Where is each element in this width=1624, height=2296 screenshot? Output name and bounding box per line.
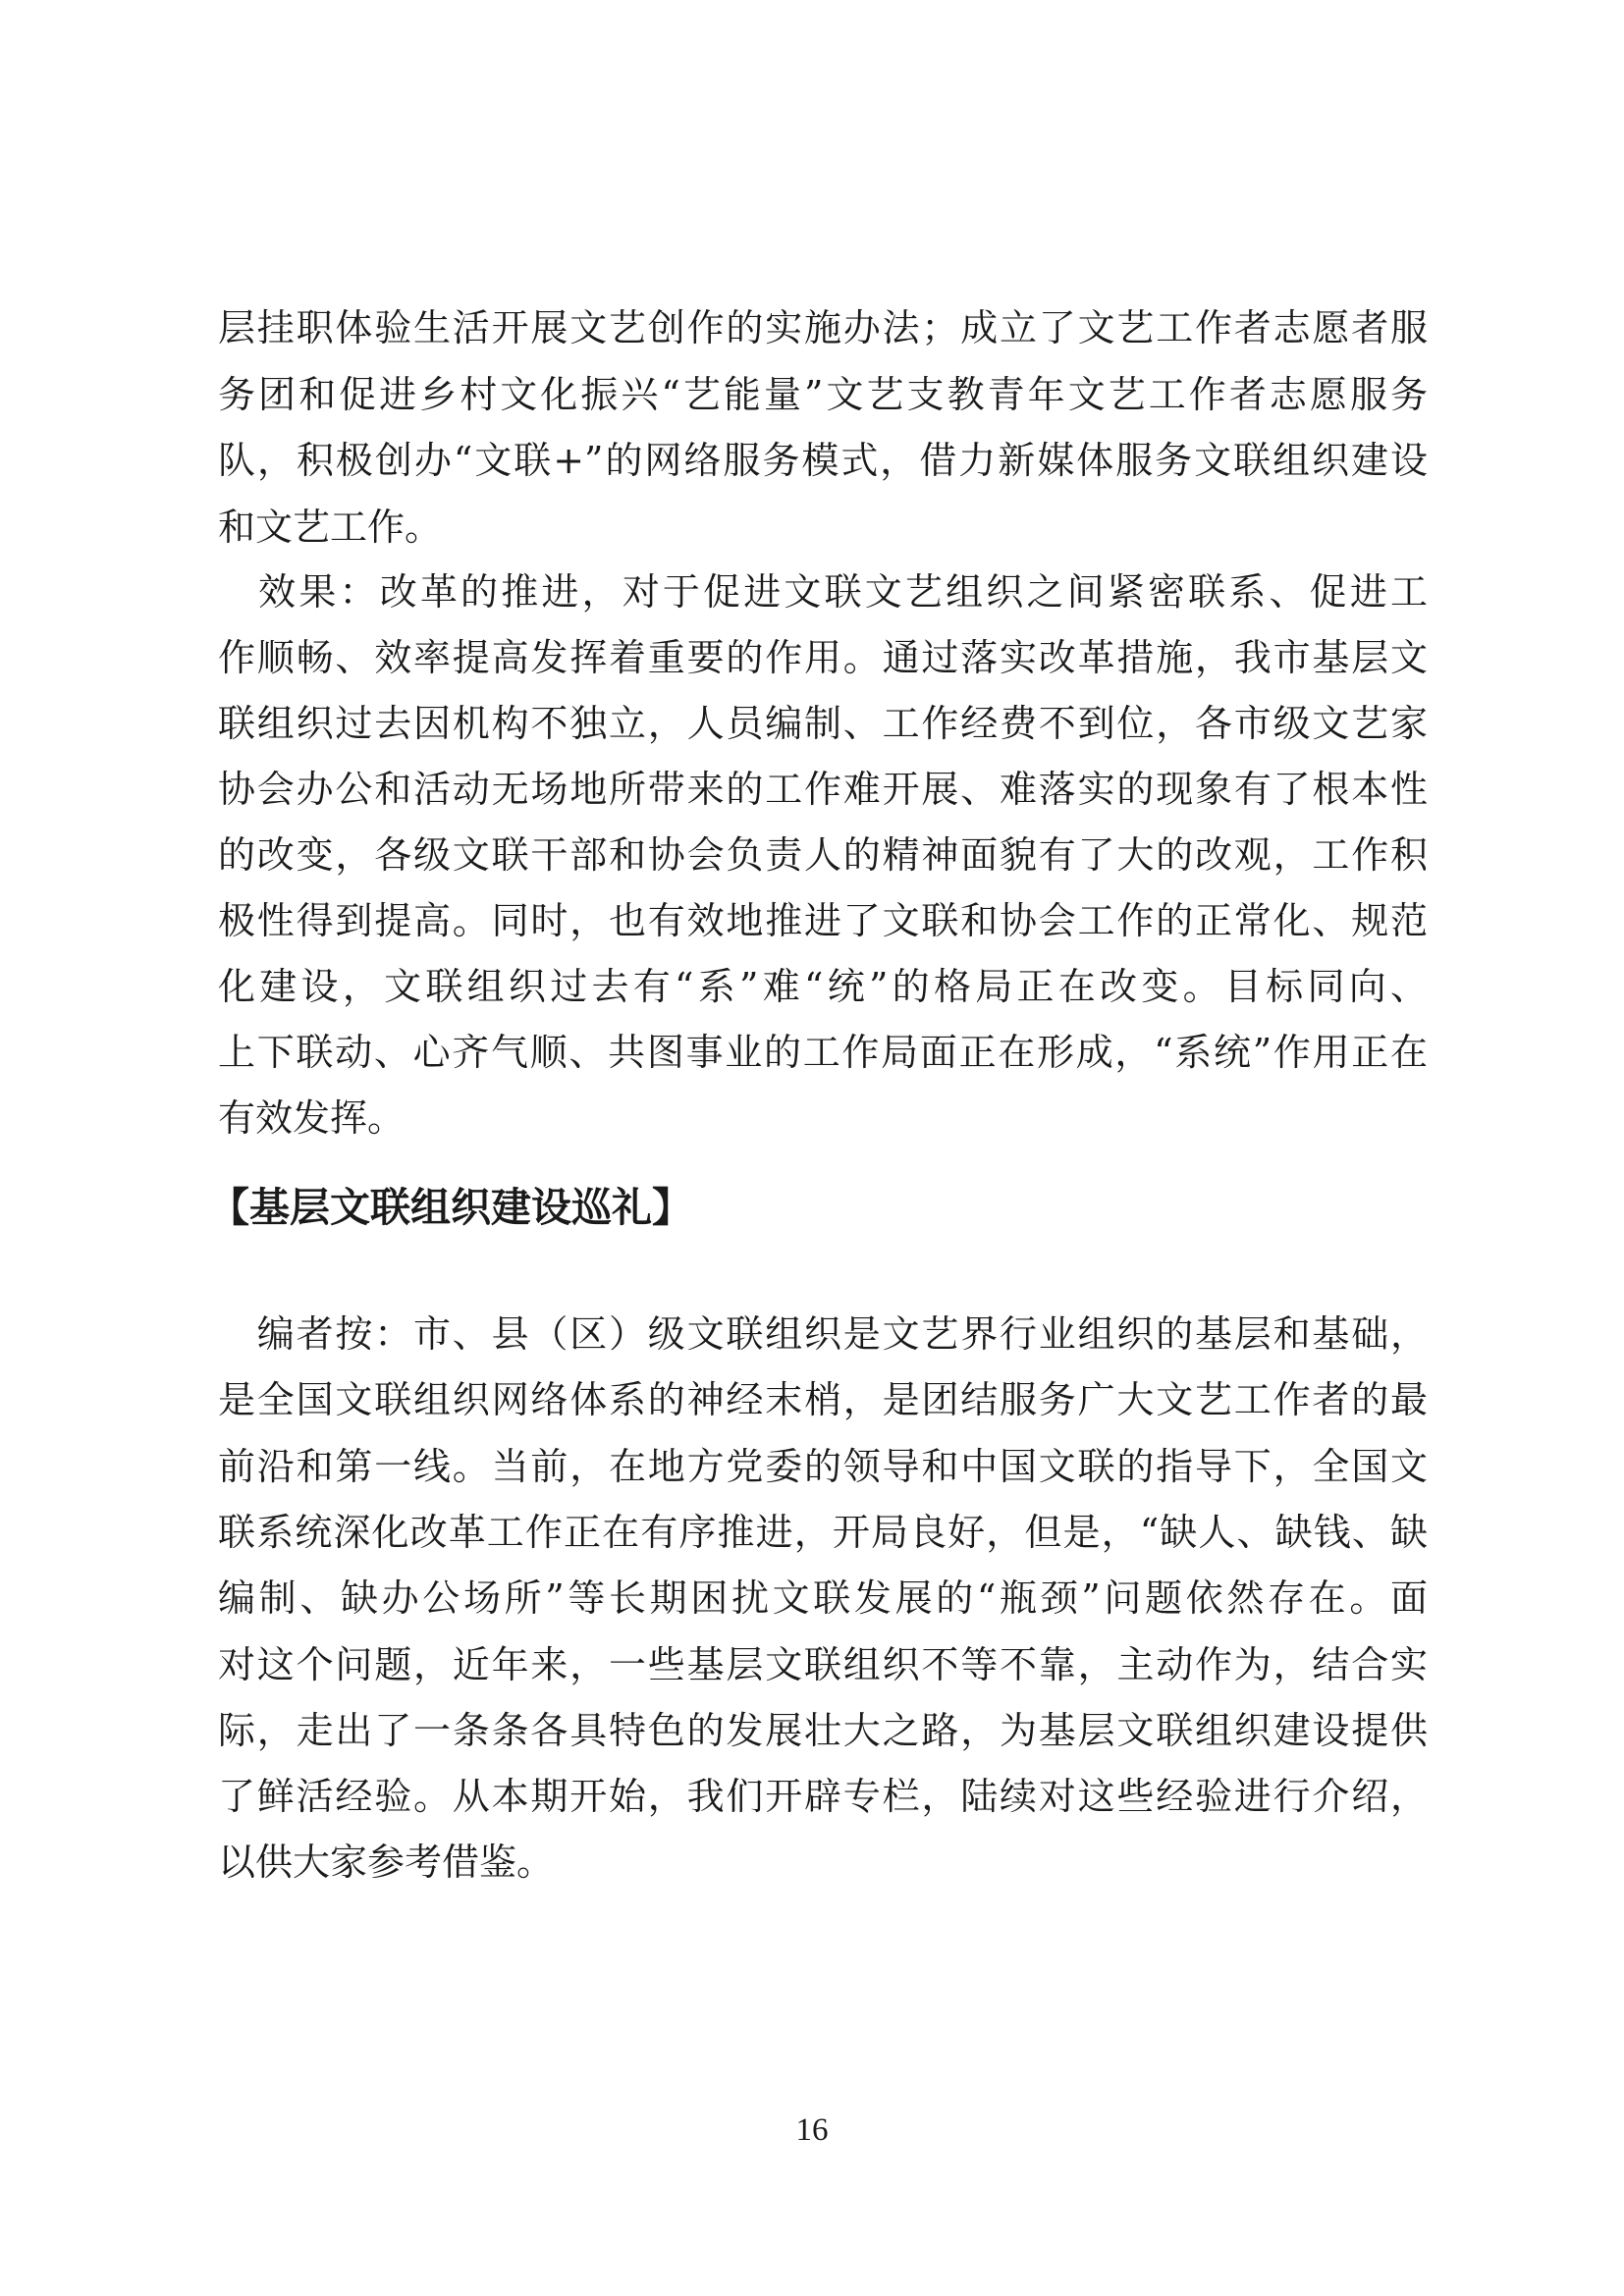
text-line: 协会办公和活动无场地所带来的工作难开展、难落实的现象有了根本性 xyxy=(218,768,1428,811)
text-line: 编制、缺办公场所”等长期困扰文联发展的“瓶颈”问题依然存在。面 xyxy=(218,1576,1428,1620)
text-line: 是全国文联组织网络体系的神经末梢，是团结服务广大文艺工作者的最 xyxy=(218,1378,1428,1421)
text-line: 务团和促进乡村文化振兴“艺能量”文艺支教青年文艺工作者志愿服务 xyxy=(218,373,1428,416)
text-line: 编者按：市、县（区）级文联组织是文艺界行业组织的基层和基础， xyxy=(218,1312,1428,1356)
text-line: 队，积极创办“文联+”的网络服务模式，借力新媒体服务文联组织建设 xyxy=(218,439,1428,482)
text-line: 联系统深化改革工作正在有序推进，开局良好，但是，“缺人、缺钱、缺 xyxy=(218,1511,1428,1554)
text-line: 对这个问题，近年来，一些基层文联组织不等不靠，主动作为，结合实 xyxy=(218,1643,1428,1686)
text-line: 层挂职体验生活开展文艺创作的实施办法；成立了文艺工作者志愿者服 xyxy=(218,306,1428,349)
text-line: 和文艺工作。 xyxy=(218,506,443,549)
text-line: 了鲜活经验。从本期开始，我们开辟专栏，陆续对这些经验进行介绍， xyxy=(218,1775,1428,1818)
text-line: 有效发挥。 xyxy=(218,1096,406,1140)
text-line: 联组织过去因机构不独立，人员编制、工作经费不到位，各市级文艺家 xyxy=(218,702,1428,745)
text-line: 上下联动、心齐气顺、共图事业的工作局面正在形成，“系统”作用正在 xyxy=(218,1031,1428,1074)
text-line: 极性得到提高。同时，也有效地推进了文联和协会工作的正常化、规范 xyxy=(218,899,1428,942)
text-line: 的改变，各级文联干部和协会负责人的精神面貌有了大的改观，工作积 xyxy=(218,833,1428,877)
text-line: 际，走出了一条条各具特色的发展壮大之路，为基层文联组织建设提供 xyxy=(218,1709,1428,1752)
text-line: 以供大家参考借鉴。 xyxy=(218,1841,555,1884)
page-number: 16 xyxy=(795,2112,829,2148)
text-line: 作顺畅、效率提高发挥着重要的作用。通过落实改革措施，我市基层文 xyxy=(218,636,1428,679)
text-line: 效果：改革的推进，对于促进文联文艺组织之间紧密联系、促进工 xyxy=(218,570,1428,614)
section-heading: 【基层文联组织建设巡礼】 xyxy=(209,1184,692,1231)
text-line: 前沿和第一线。当前，在地方党委的领导和中国文联的指导下，全国文 xyxy=(218,1445,1428,1488)
text-line: 化建设，文联组织过去有“系”难“统”的格局正在改变。目标同向、 xyxy=(218,965,1428,1008)
